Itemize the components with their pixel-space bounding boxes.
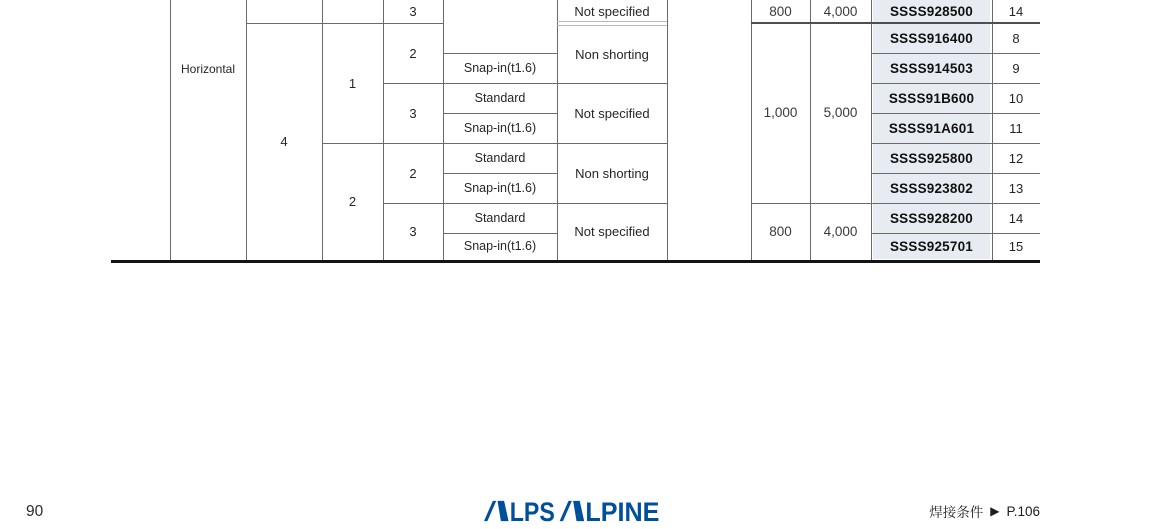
logo-a-stroke (498, 501, 509, 521)
alps-alpine-logo (484, 499, 661, 523)
part-number-cell: SSSS928500 (873, 0, 990, 22)
style-cell-3: Snap-in(t1.6) (463, 120, 537, 135)
value-c-cell-5: 3 (409, 224, 417, 239)
logo-text-part2: LPINE (585, 499, 660, 523)
logo-text-part1: LPS (509, 499, 555, 523)
style-cell-5: Snap-in(t1.6) (463, 180, 537, 195)
qty-outer-cell-1: 4,000 (823, 3, 858, 19)
shorting-cell-4: Non shorting (575, 165, 649, 181)
part-number-cell: SSSS91A601 (873, 114, 990, 143)
part-number-cell: SSSS925800 (873, 144, 990, 173)
value-a-cell: 4 (280, 134, 288, 149)
value-c-cell-1: 3 (409, 4, 417, 19)
shorting-cell-1: Not specified (574, 4, 650, 19)
ref-number-cell: 8 (1012, 31, 1020, 46)
part-number-cell: SSSS925701 (873, 234, 990, 259)
ref-number-cell: 12 (1008, 151, 1024, 166)
part-number-cell: SSSS914503 (873, 54, 990, 83)
soldering-conditions-note (929, 501, 1040, 521)
ref-number-cell: 10 (1008, 91, 1024, 106)
value-b-cell-2: 2 (348, 194, 357, 209)
grid-line (667, 0, 668, 260)
style-cell-4: Standard (474, 150, 526, 165)
style-cell-6: Standard (474, 210, 526, 225)
grid-line (871, 0, 872, 260)
value-b-cell-1: 1 (348, 75, 357, 91)
shorting-cell-2: Non shorting (575, 46, 649, 62)
ref-number-cell: 11 (1009, 121, 1023, 136)
shorting-cell-3: Not specified (574, 105, 650, 121)
page-number: 90 (26, 503, 44, 520)
part-number-cell: SSSS91B600 (873, 84, 990, 113)
soldering-conditions-page-ref: P.106 (1006, 503, 1040, 519)
orientation-cell: Horizontal (180, 62, 236, 76)
ref-number-cell: 14 (1008, 211, 1024, 226)
style-cell-7: Snap-in(t1.6) (463, 239, 537, 254)
value-c-cell-2: 2 (409, 45, 417, 61)
logo-a-stroke (573, 501, 584, 521)
ref-number-cell: 15 (1008, 239, 1024, 254)
qty-outer-cell-3: 4,000 (823, 223, 858, 239)
qty-inner-cell-1: 800 (769, 3, 792, 19)
qty-inner-cell-3: 800 (769, 223, 792, 239)
ref-number-cell: 9 (1012, 61, 1020, 76)
shorting-cell-5: Not specified (574, 224, 650, 239)
style-cell-1: Snap-in(t1.6) (463, 60, 537, 75)
soldering-conditions-label: 焊接条件 (929, 505, 984, 520)
table-bottom-rule (111, 260, 1040, 263)
qty-outer-cell-2: 5,000 (823, 105, 858, 121)
ref-number-cell: 13 (1008, 181, 1024, 196)
logo-a-stroke (560, 501, 572, 521)
value-c-cell-3: 3 (409, 105, 417, 121)
right-arrow-icon: ▶ (990, 504, 1000, 518)
style-cell-2: Standard (474, 90, 526, 105)
part-number-cell: SSSS923802 (873, 174, 990, 203)
value-c-cell-4: 2 (409, 165, 417, 181)
logo-a-stroke (484, 501, 496, 521)
qty-inner-cell-2: 1,000 (763, 105, 798, 121)
ref-number-cell: 14 (1008, 3, 1024, 19)
part-number-cell: SSSS916400 (873, 24, 990, 53)
part-number-cell: SSSS928200 (873, 204, 990, 233)
